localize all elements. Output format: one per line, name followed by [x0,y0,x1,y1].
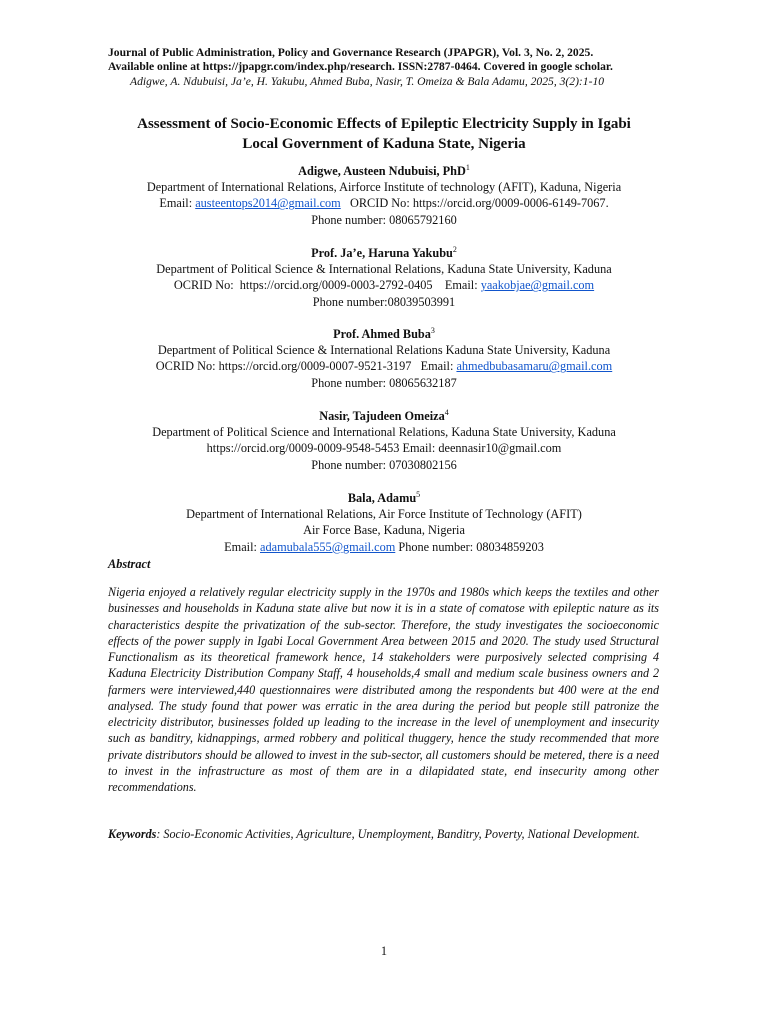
keywords [108,826,659,842]
author-name: Nasir, Tajudeen Omeiza [319,409,445,423]
author-department: Department of Political Science & International Relations, Kaduna State University, Kaduna [156,262,612,277]
author-sup: 1 [465,162,470,172]
author-block-5 [60,490,708,555]
author-name: Bala, Adamu [347,491,417,505]
author-phone: Phone number: 08034859203 [395,539,544,554]
journal-availability: Available online at https://jpapgr.com/index.php/research. ISSN:2787-0464. Covered in google scholar. [108,60,613,74]
author-department-2: Air Force Base, Kaduna, Nigeria [303,523,465,538]
author-email-link[interactable]: adamubala555@gmail.com [260,539,396,554]
author-email-link[interactable]: yaakobjae@gmail.com [480,278,595,293]
author-name: Adigwe, Austeen Ndubuisi, PhD [298,164,466,178]
abstract-heading: Abstract [108,557,151,571]
email-label: Email: [224,539,260,554]
article-citation: Adigwe, A. Ndubuisi, Ja’e, H. Yakubu, Ahmed Buba, Nasir, T. Omeiza & Bala Adamu, 2025, 3(2):1-10 [130,74,605,88]
author-sup: 5 [416,489,421,499]
author-department: Department of International Relations, Airforce Institute of technology (AFIT), Kaduna, Nigeria [146,180,622,195]
author-phone: Phone number: 07030802156 [311,457,457,472]
author-sup: 2 [452,244,457,254]
author-email-link[interactable]: ahmedbubasamaru@gmail.com [456,359,613,374]
author-name: Prof. Ja’e, Haruna Yakubu [311,246,453,260]
author-department: Department of Political Science & International Relations Kaduna State University, Kaduna [157,343,611,358]
email-label: Email: [159,196,196,211]
author-phone: Phone number:08039503991 [312,294,456,309]
author-department: Department of Political Science and International Relations, Kaduna State University, Kaduna [152,425,616,440]
author-email-link[interactable]: austeentops2014@gmail.com [195,196,341,211]
paper-title [90,114,678,154]
author-orcid-email: https://orcid.org/0009-0009-9548-5453 Email: deennasir10@gmail.com [206,441,562,456]
author-orcid: OCRID No: https://orcid.org/0009-0003-2792-0405 Email: [173,278,481,293]
author-block-3 [60,326,708,391]
journal-citation: Journal of Public Administration, Policy and Governance Research (JPAPGR), Vol. 3, No. 2, 2025. [108,46,594,59]
author-phone: Phone number: 08065792160 [311,212,457,227]
page-number: 1 [380,944,388,958]
author-block-1 [60,163,708,228]
author-sup: 3 [430,325,435,335]
author-phone: Phone number: 08065632187 [311,375,457,390]
journal-header [108,46,668,89]
author-sup: 4 [444,407,449,417]
author-orcid: OCRID No: https://orcid.org/0009-0007-9521-3197 Email: [155,359,457,374]
author-name: Prof. Ahmed Buba [333,327,431,341]
author-department: Department of International Relations, Air Force Institute of Technology (AFIT) [186,507,582,522]
keywords-label: Keywords [108,827,157,841]
title-line-2: Local Government of Kaduna State, Nigeria [242,136,526,152]
author-block-2 [60,245,708,310]
title-line-1: Assessment of Socio-Economic Effects of Epileptic Electricity Supply in Igabi [137,116,631,132]
keywords-text: : Socio-Economic Activities, Agriculture, Unemployment, Banditry, Poverty, National Development. [156,827,640,841]
abstract-body: Nigeria enjoyed a relatively regular electricity supply in the 1970s and 1980s which keeps the textiles and other businesses and households in Kaduna state alive but now it is in a state of comatose with epileptic nature as its characteristics despite the privatization of the sub-sector. Therefore, the study investigates the socioeconomic effects of the power supply in Igabi Local Government Area between 2015 and 2020. The study used Structural Functionalism as its theoretical framework hence, 14 stakeholders were purposively selected comprising 4 Kaduna Electricity Distribution Company Staff, 4 households,4 small and medium scale business owners and 2 farmers were interviewed,440 questionnaires were distributed among the respondents but 400 were at the end analysed. The study found that power was erratic in the area during the period but people still patronize the electricity distributor, businesses folded up leading to the increase in the level of unemployment and insecurity such as banditry, kidnappings, armed robbery and political thuggery, hence the study recommended that more private distributors should be allowed to invest in the sub-sector, all customers should be metered, there is a need to invest in the infrastructure as most of them are in a dilapidated state, end insecurity among other recommendations. [108,585,659,794]
author-block-4 [60,408,708,473]
author-orcid: ORCID No: https://orcid.org/0009-0006-6149-7067. [340,196,609,211]
